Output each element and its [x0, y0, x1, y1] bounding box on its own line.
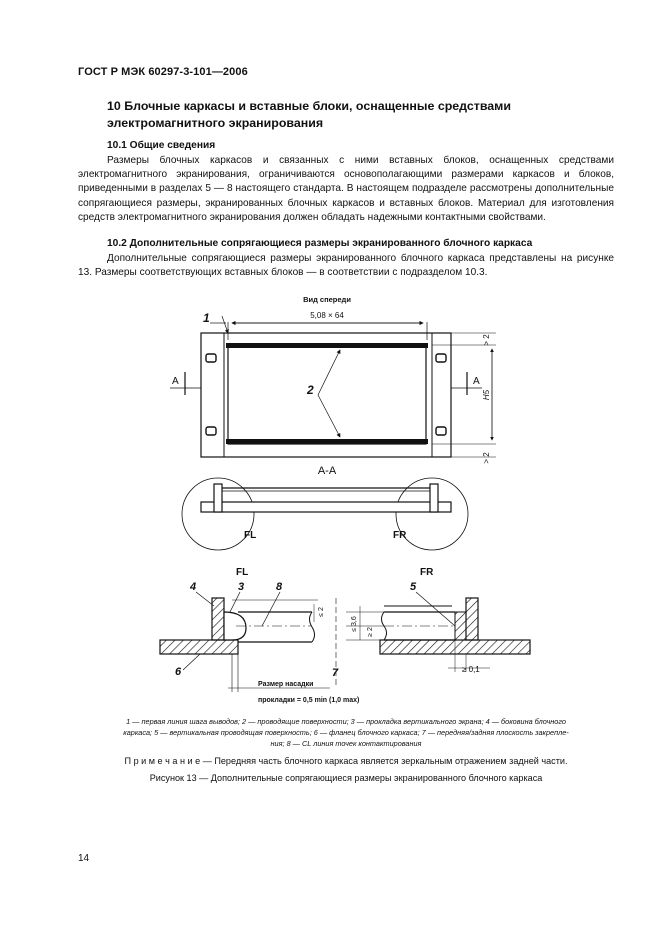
section-label: A-A — [317, 465, 337, 477]
section-mark-right: A — [473, 376, 480, 387]
section-title: 10 Блочные каркасы и вставные блоки, оснащенные средствами электромагнитного экранирования — [107, 99, 511, 130]
paragraph-10-2: Дополнительные сопрягающиеся размеры экранированного блочного каркаса представлены на рисунке 13. Размеры соответствующих вставных блоков — в соответствии с подразделом 10.3. — [78, 253, 614, 279]
dim-gap-top: > 2 — [482, 334, 491, 346]
figure-legend-line2: каркаса; 5 — вертикальная проводящая поверхность; 6 — фланец блочного каркаса; 7 — передняя/задняя плоскость закрепле- — [123, 728, 569, 737]
fr-dim-ge01: ≥ 0,1 — [462, 665, 480, 674]
fl-dim-le2: ≤ 2 — [318, 607, 325, 617]
detail-title-fr: FR — [420, 567, 434, 578]
document-header: ГОСТ Р МЭК 60297-3-101—2006 — [78, 66, 248, 78]
gasket-note-line2: прокладки = 0,5 min (1,0 max) — [258, 697, 360, 704]
slot-right-bottom — [436, 427, 446, 435]
figure-legend-line1: 1 — первая линия шага выводов; 2 — проводящие поверхности; 3 — прокладка вертикального экрана; 4 — боковина блочного — [126, 717, 566, 726]
subsection-title-10-1: 10.1 Общие сведения — [107, 140, 216, 151]
frame-outline — [201, 333, 451, 457]
dim-width-label: 5,08 × 64 — [310, 311, 344, 320]
callout-7: 7 — [332, 667, 339, 679]
fl-side-wall — [212, 598, 224, 640]
subsection-title-10-2: 10.2 Дополнительные сопрягающиеся размеры экранированного блочного каркаса — [107, 238, 533, 249]
top-conductive-strip — [226, 343, 428, 348]
fl-flange — [160, 640, 238, 654]
fr-dim-ge2: ≥ 2 — [367, 627, 374, 637]
detail-label-fr: FR — [393, 530, 407, 541]
paragraph-10-1: Размеры блочных каркасов и связанных с ними вставных блоков, оснащенных средствами электромагнитного экранирования, ограничиваются основополагающими размерами каркасов и блоков, приведенными в разделах 5 — 8 настоящего стандарта. В настоящем подразделе рассмотрены дополнительные сопрягающиеся размеры, экранированных блочных каркасов и вставных блоков. Материал для изготовления средств электромагнитного экранирования должен обладать надежными контактными свойствами. — [78, 155, 614, 223]
dim-gap-bottom: > 2 — [482, 452, 491, 464]
callout-2: 2 — [307, 383, 314, 397]
gasket-note-line1: Размер насадки — [258, 681, 314, 688]
figure-caption: Рисунок 13 — Дополнительные сопрягающиеся размеры экранированного блочного каркаса — [149, 773, 543, 783]
fr-dim-le36: ≤ 3,6 — [351, 616, 358, 632]
detail-label-fl: FL — [244, 530, 257, 541]
slot-left-bottom — [206, 427, 216, 435]
view-label: Вид спереди — [303, 295, 351, 304]
section-mark-left: A — [172, 376, 179, 387]
slot-right-top — [436, 354, 446, 362]
callout-5: 5 — [410, 581, 417, 593]
callout-8: 8 — [276, 581, 283, 593]
slot-left-top — [206, 354, 216, 362]
detail-title-fl: FL — [236, 567, 249, 578]
section-flange — [201, 502, 451, 512]
callout-4: 4 — [190, 581, 197, 593]
inner-panel — [228, 345, 426, 444]
callout-1: 1 — [203, 311, 210, 325]
figure-legend-line3: ния; 8 — CL линия точек контактирования — [270, 739, 422, 748]
callout-6: 6 — [175, 666, 182, 678]
page-number: 14 — [78, 853, 90, 864]
callout-3: 3 — [238, 581, 245, 593]
bottom-conductive-strip — [226, 439, 428, 444]
fr-side-wall — [466, 598, 478, 640]
dim-height-label: H5 — [482, 389, 491, 401]
figure-note: П р и м е ч а н и е — Передняя часть блочного каркаса является зеркальным отражением задней части. — [124, 756, 568, 766]
